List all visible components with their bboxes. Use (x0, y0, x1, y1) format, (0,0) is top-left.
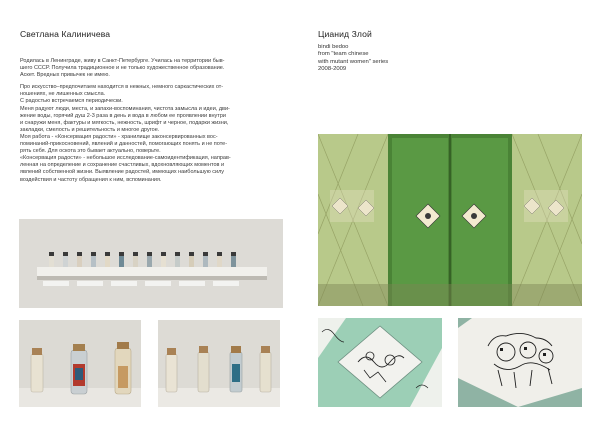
drawing-photo (458, 318, 582, 407)
left-artist-name: Светлана Калиничева (20, 29, 111, 39)
bio-paragraph-2: Про искусство–предпочитаем находится в нежных, немного саркастических от- ношениях, не лишенных смысла. С радостью встречаемся периодически. Меня радуют люди, места, и запахи-воспоминания, чистота замысла и идеи, дви- жение воды, горячий душ 2-3 раза в день и вода в любом ее проявлении внутри и снаружи меня, фактуры и мягкость, нежность, шрифт и черное, подарки жизни, закладки, смелость и решительность и многое другое. Моя работа - «Консервация радости» - хранилище законсервированных вос- поминаний-прикосновений, явлений и данностей, помогающих понять и не поте- рять себя. Для оскота это бывает актуально, поверьте. «Консервация радости» - небольшое исследование-самоидентификация, направ- ленная на определение и сохранение счастливых, вдохновляющих моментов и явлений собственной жизни. Выявление радостей, имеющих наибольшую силу воздействия и частоту обращения к ним, вспоминания. (20, 84, 231, 183)
work-years: 2008-2009 (318, 65, 347, 72)
jars-photo-1 (19, 320, 141, 407)
work-series-line-1: from "team chinese (318, 51, 369, 58)
jars-photo-2 (158, 320, 280, 407)
work-title: bindi bedoo (318, 44, 349, 50)
work-info (318, 44, 388, 73)
bio-paragraph-1: Родилась в Ленинграде, живу в Санкт-Петербурге. Училась на территории быв- шего СССР. Получила традиционное и не только художественное образование. Аскет. Вредных привычек не имею. (20, 58, 225, 79)
left-bio (20, 58, 288, 189)
door-photo (318, 134, 582, 306)
right-artist-name: Цианид Злой (318, 29, 372, 39)
tile-drawing-photo (318, 318, 442, 407)
shelf-photo (19, 219, 283, 308)
work-series-line-2: with mutant women" series (318, 58, 389, 65)
